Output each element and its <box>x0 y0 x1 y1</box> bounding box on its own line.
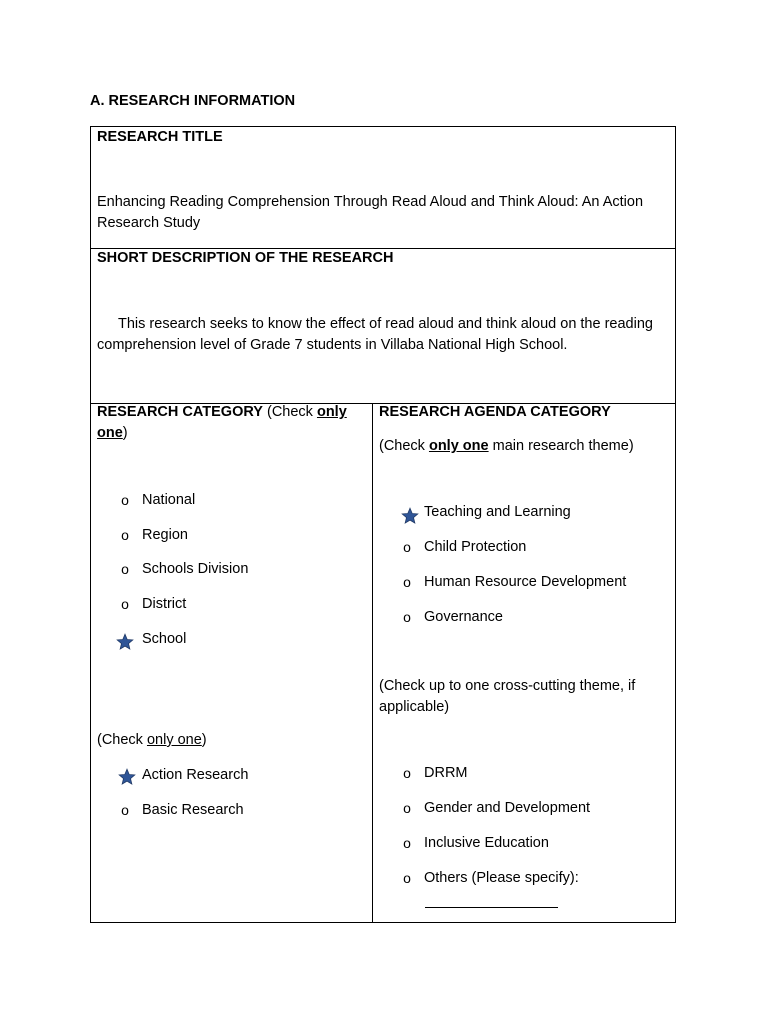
bullet-inclusive-education[interactable]: o <box>403 835 411 851</box>
research-title-label: RESEARCH TITLE <box>97 129 223 145</box>
agenda-instruction-emph: only one <box>428 438 489 454</box>
bullet-district[interactable]: o <box>121 596 129 612</box>
option-human-resource-development: Human Resource Development <box>424 574 627 590</box>
short-description-label: SHORT DESCRIPTION OF THE RESEARCH <box>97 250 394 266</box>
category-instruction-emph: only <box>316 404 347 420</box>
type-instruction-emph: only one <box>146 732 202 748</box>
research-category-heading-line2 <box>97 423 128 444</box>
research-category-heading <box>97 402 347 423</box>
research-type-instruction <box>97 730 207 751</box>
section-heading: A. RESEARCH INFORMATION <box>90 93 296 109</box>
star-check-icon[interactable] <box>118 768 136 786</box>
bullet-basic-research[interactable]: o <box>121 802 129 818</box>
option-inclusive-education: Inclusive Education <box>424 835 549 851</box>
type-instruction-suffix: ) <box>201 732 207 748</box>
bullet-schools-division[interactable]: o <box>121 561 129 577</box>
agenda-instruction-prefix: (Check <box>379 438 429 454</box>
short-description-cell <box>91 249 675 404</box>
bullet-national[interactable]: o <box>121 492 129 508</box>
bullet-child-protection[interactable]: o <box>403 539 411 555</box>
research-title-value[interactable]: Enhancing Reading Comprehension Through Read Aloud and Think Aloud: An Action Research Study <box>97 194 644 231</box>
bullet-region[interactable]: o <box>121 527 129 543</box>
option-national: National <box>142 492 196 508</box>
option-gender-and-development: Gender and Development <box>424 800 591 816</box>
bullet-human-resource[interactable]: o <box>403 574 411 590</box>
research-info-table <box>90 126 676 923</box>
bullet-governance[interactable]: o <box>403 609 411 625</box>
option-governance: Governance <box>424 609 503 625</box>
option-others: Others (Please specify): <box>424 870 579 886</box>
short-description-value[interactable]: This research seeks to know the effect of read aloud and think aloud on the reading comprehension level of Grade 7 students in Villaba National High School. <box>97 316 653 353</box>
research-agenda-label: RESEARCH AGENDA CATEGORY <box>379 404 611 420</box>
category-instruction-emph-2: one <box>97 425 123 441</box>
category-instruction-suffix: ) <box>122 425 128 441</box>
option-region: Region <box>142 527 188 543</box>
bullet-drrm[interactable]: o <box>403 765 411 781</box>
category-instruction-text: (Check <box>267 404 317 420</box>
option-drrm: DRRM <box>424 765 468 781</box>
star-check-icon[interactable] <box>116 633 134 651</box>
type-instruction-prefix: (Check <box>97 732 147 748</box>
agenda-instruction-suffix: main research theme) <box>488 438 634 454</box>
research-category-label: RESEARCH CATEGORY <box>97 404 263 420</box>
category-row <box>91 404 675 922</box>
bullet-others[interactable]: o <box>403 870 411 886</box>
others-specify-blank[interactable] <box>425 907 558 908</box>
option-child-protection: Child Protection <box>424 539 527 555</box>
option-school: School <box>142 631 187 647</box>
option-basic-research: Basic Research <box>142 802 244 818</box>
option-action-research: Action Research <box>142 767 249 783</box>
column-divider <box>372 404 373 922</box>
option-district: District <box>142 596 187 612</box>
star-check-icon[interactable] <box>401 507 419 525</box>
option-teaching-and-learning: Teaching and Learning <box>424 504 571 520</box>
bullet-gender-and-development[interactable]: o <box>403 800 411 816</box>
research-title-cell <box>91 127 675 249</box>
agenda-cross-instruction: (Check up to one cross-cutting theme, if applicable) <box>379 678 636 715</box>
agenda-main-instruction <box>379 436 634 457</box>
option-schools-division: Schools Division <box>142 561 249 577</box>
